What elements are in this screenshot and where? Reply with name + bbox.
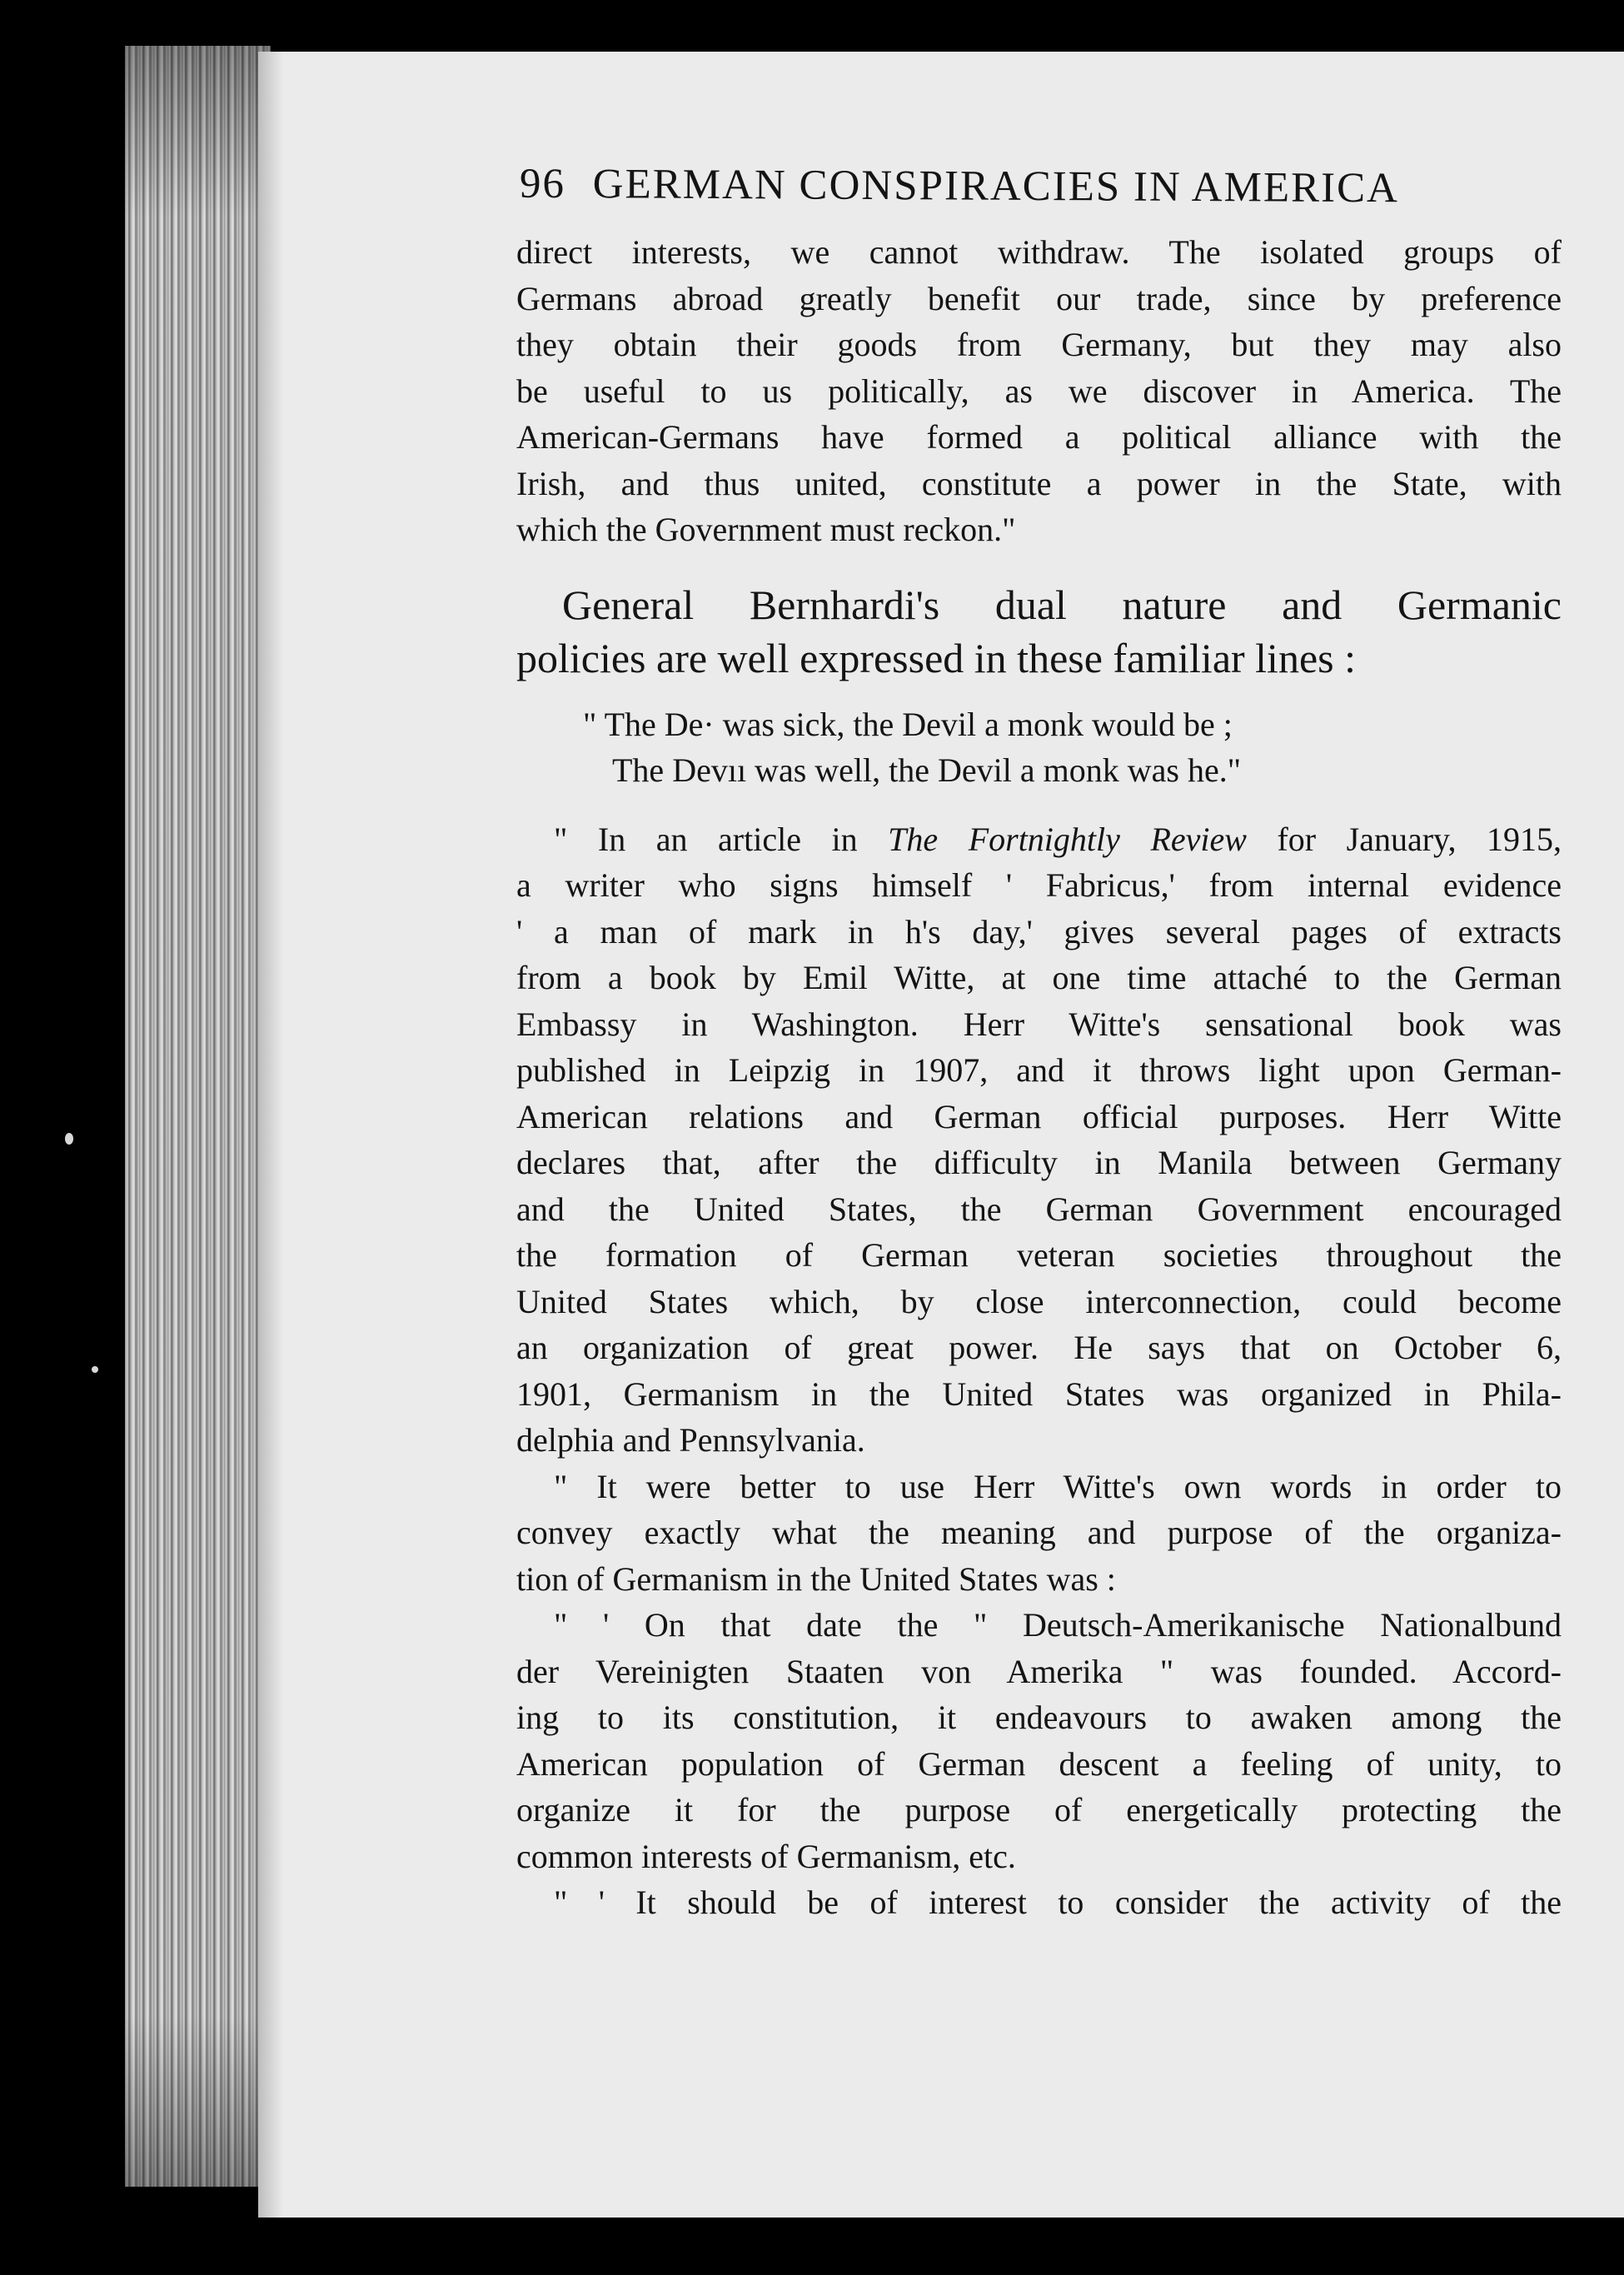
text-fragment: " In an article in	[554, 820, 889, 858]
text-line	[516, 816, 1562, 863]
witte-paragraph	[516, 1464, 1562, 1603]
text-line: American relations and German official purposes. Herr Witte	[516, 1097, 1562, 1135]
publication-title: The Fortnightly Review	[888, 820, 1247, 858]
text-line: the formation of German veteran societies throughout the	[516, 1236, 1562, 1274]
text-line: common interests of Germanism, etc.	[516, 1837, 1016, 1875]
text-line: published in Leipzig in 1907, and it throws light upon German-	[516, 1051, 1562, 1089]
text-line: declares that, after the difficulty in Manila between Germany	[516, 1144, 1562, 1181]
verse-line: " The De· was sick, the Devil a monk would be ;	[583, 705, 1233, 743]
page-content	[516, 162, 1562, 1926]
founding-paragraph	[516, 1602, 1562, 1879]
text-line: Embassy in Washington. Herr Witte's sensational book was	[516, 1005, 1562, 1043]
text-line: and the United States, the German Government encouraged	[516, 1190, 1562, 1228]
text-line: which the Government must reckon."	[516, 511, 1016, 548]
verse-quotation	[583, 701, 1562, 793]
text-line: an organization of great power. He says that on October 6,	[516, 1329, 1562, 1366]
text-line: convey exactly what the meaning and purpose of the organiza-	[516, 1514, 1562, 1551]
text-line: der Vereinigten Staaten von Amerika " was founded. Accord-	[516, 1652, 1562, 1690]
scan-speck	[65, 1133, 73, 1145]
article-paragraph	[516, 816, 1562, 1464]
text-line: from a book by Emil Witte, at one time attaché to the German	[516, 959, 1562, 996]
text-line: " ' On that date the " Deutsch-Amerikanische Nationalbund	[554, 1606, 1562, 1644]
text-line: ing to its constitution, it endeavours to awaken among the	[516, 1699, 1562, 1736]
intro-paragraph	[516, 578, 1562, 685]
page-number: 96	[519, 160, 566, 208]
text-line: Germans abroad greatly benefit our trade, since by preference	[516, 279, 1562, 317]
text-line: direct interests, we cannot withdraw. The isolated groups of	[516, 233, 1562, 271]
running-title: GERMAN CONSPIRACIES IN AMERICA	[592, 161, 1400, 212]
text-line: tion of Germanism in the United States was :	[516, 1559, 1116, 1598]
opening-paragraph	[516, 229, 1562, 553]
text-line: United States which, by close interconnection, could become	[516, 1282, 1562, 1320]
scan-speck	[92, 1366, 98, 1373]
text-line: " ' It should be of interest to consider the activity of the	[554, 1883, 1562, 1921]
text-line: " It were better to use Herr Witte's own words in order to	[554, 1467, 1562, 1505]
text-line: organize it for the purpose of energetically protecting the	[516, 1791, 1562, 1828]
text-line: be useful to us politically, as we discover in America. The	[516, 372, 1562, 410]
text-line: American population of German descent a feeling of unity, to	[516, 1744, 1562, 1783]
text-line: Irish, and thus united, constitute a power in the State, with	[516, 464, 1562, 502]
text-line: ' a man of mark in h's day,' gives several pages of extracts	[516, 912, 1562, 950]
text-line: delphia and Pennsylvania.	[516, 1421, 865, 1459]
book-page-edges-shadow	[125, 46, 271, 2187]
text-line: policies are well expressed in these familiar lines :	[516, 634, 1356, 681]
text-line: 1901, Germanism in the United States was organized in Phila-	[516, 1374, 1562, 1413]
text-line: General Bernhardi's dual nature and Germanic	[562, 581, 1562, 628]
verse-line: The Devıı was well, the Devil a monk was he."	[612, 751, 1242, 789]
text-line: American-Germans have formed a political alliance with the	[516, 418, 1562, 456]
text-line: a writer who signs himself ' Fabricus,' from internal evidence	[516, 866, 1562, 904]
closing-paragraph	[516, 1879, 1562, 1926]
running-header	[520, 160, 1562, 214]
text-line: they obtain their goods from Germany, but they may also	[516, 326, 1562, 363]
text-fragment: for January, 1915,	[1246, 820, 1562, 858]
